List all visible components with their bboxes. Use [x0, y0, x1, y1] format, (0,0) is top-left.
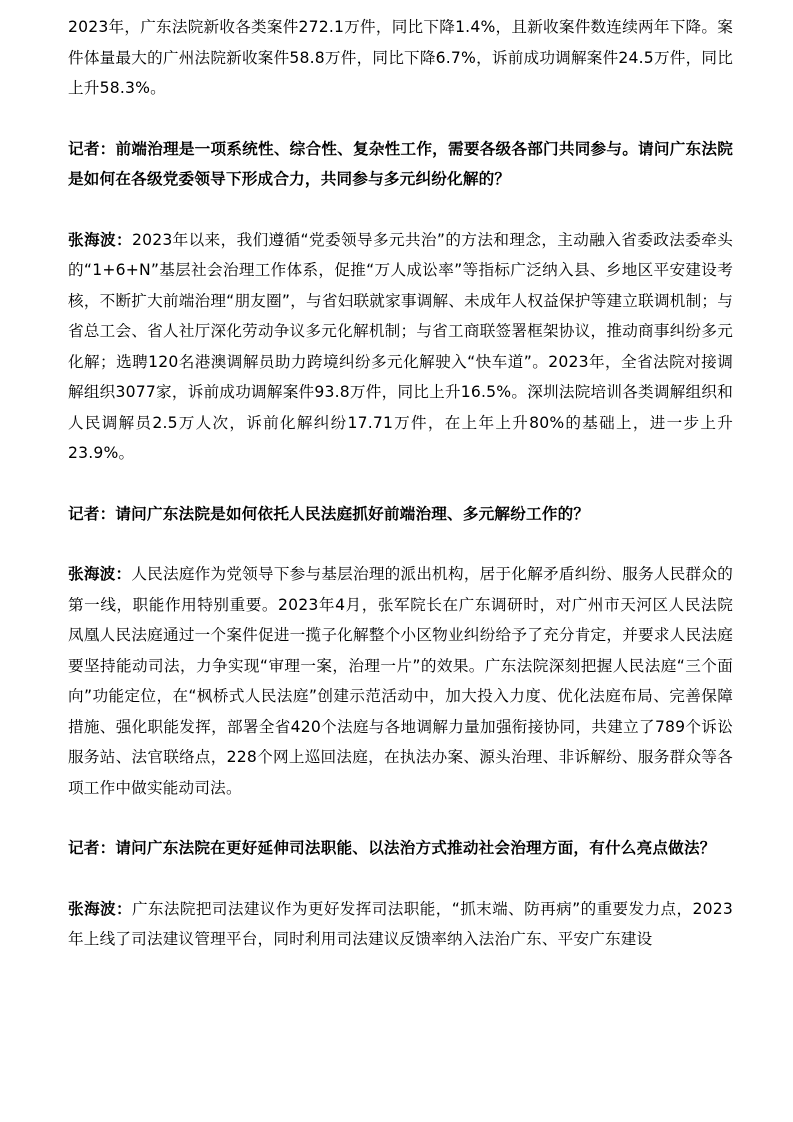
answer-1-text: 2023年以来，我们遵循“党委领导多元共治”的方法和理念，主动融入省委政法委牵头的“1+6+N”基层社会治理工作体系，促推“万人成讼率”等指标广泛纳入县、乡地区平安建设考核，不断扩大前端治理“朋友圈”，与省妇联就家事调解、未成年人权益保护等建立联调机制；与省总工会、省人社厅深化劳动争议多元化解机制；与省工商联签署框架协议，推动商事纠纷多元化解；选聘120名港澳调解员助力跨境纠纷多元化解驶入“快车道”。2023年，全省法院对接调解组织3077家，诉前成功调解案件93.8万件，同比上升16.5%。深圳法院培训各类调解组织和人民调解员2.5万人次，诉前化解纠纷17.71万件，在上年上升80%的基础上，进一步上升23.9%。	[68, 230, 733, 462]
reporter-question-2: 记者：请问广东法院是如何依托人民法庭抓好前端治理、多元解纷工作的？	[68, 504, 590, 523]
reporter-question-1: 记者：前端治理是一项系统性、综合性、复杂性工作，需要各级各部门共同参与。请问广东法院是如何在各级党委领导下形成合力，共同参与多元纠纷化解的？	[68, 139, 733, 188]
paragraph-statistics: 2023年，广东法院新收各类案件272.1万件，同比下降1.4%，且新收案件数连续两年下降。案件体量最大的广州法院新收案件58.8万件，同比下降6.7%，诉前成功调解案件24.5万件，同比上升58.3%。	[68, 18, 733, 97]
answer-2	[68, 559, 733, 803]
speaker-label: 张海波：	[68, 230, 132, 249]
reporter-question-3: 记者：请问广东法院在更好延伸司法职能、以法治方式推动社会治理方面，有什么亮点做法？	[68, 839, 716, 857]
speaker-label: 张海波：	[68, 565, 132, 583]
answer-3	[68, 894, 733, 955]
article-body	[68, 12, 733, 955]
answer-3-text: 广东法院把司法建议作为更好发挥司法职能，“抓末端、防再病”的重要发力点，2023年上线了司法建议管理平台，同时利用司法建议反馈率纳入法治广东、平安广东建设	[68, 899, 733, 948]
speaker-label: 张海波：	[68, 899, 132, 918]
answer-2-text: 人民法庭作为党领导下参与基层治理的派出机构，居于化解矛盾纠纷、服务人民群众的第一线，职能作用特别重要。2023年4月，张军院长在广东调研时，对广州市天河区人民法院凤凰人民法庭通过一个案件促进一揽子化解整个小区物业纠纷给予了充分肯定，并要求人民法庭要坚持能动司法，力争实现“审理一案，治理一片”的效果。广东法院深刻把握人民法庭“三个面向”功能定位，在“枫桥式人民法庭”创建示范活动中，加大投入力度、优化法庭布局、完善保障措施、强化职能发挥，部署全省420个法庭与各地调解力量加强衔接协同，共建立了789个诉讼服务站、法官联络点，228个网上巡回法庭，在执法办案、源头治理、非诉解纷、服务群众等各项工作中做实能动司法。	[68, 565, 733, 797]
answer-1	[68, 225, 733, 469]
